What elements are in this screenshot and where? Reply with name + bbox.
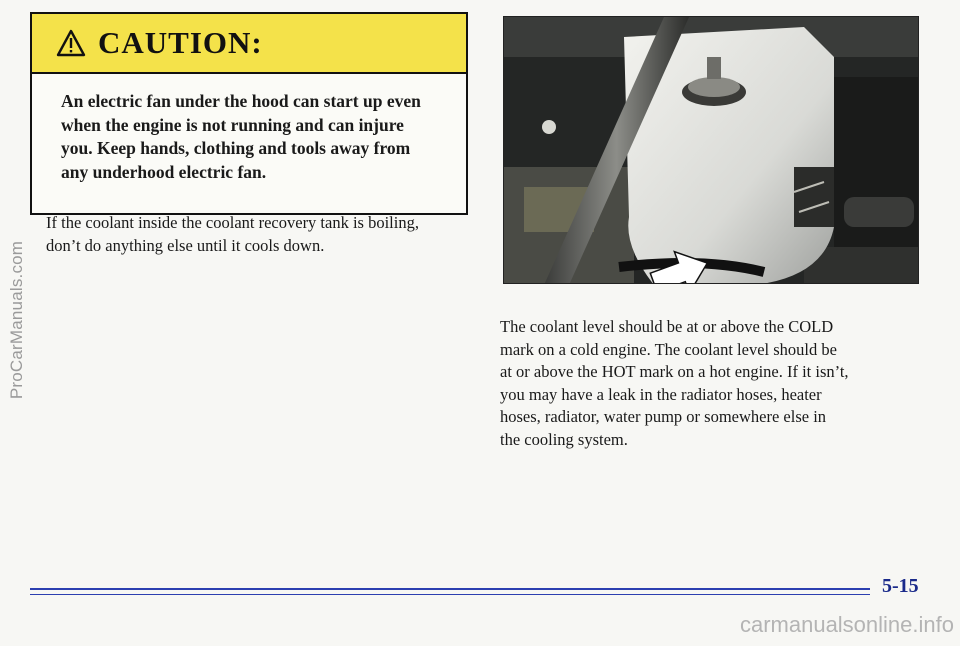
coolant-level-paragraph [500,316,910,451]
paragraph-line: If the coolant inside the coolant recovery tank is boiling, [46,213,419,232]
paragraph-line: you may have a leak in the radiator hoses, heater [500,384,822,404]
boiling-coolant-paragraph [46,212,478,257]
caution-title: CAUTION: [98,25,263,60]
paragraph-line: the cooling system. [500,429,628,449]
caution-line: any underhood electric fan. [61,161,267,182]
caution-box [30,12,468,215]
paragraph-line: at or above the HOT mark on a hot engine. If it isn’t, [500,362,849,381]
caution-header [32,14,466,74]
footer-watermark: carmanualsonline.info [739,612,954,637]
footer-rule [30,594,870,595]
page-number: 5-15 [882,575,919,597]
paragraph-line: don’t do anything else until it cools down. [46,235,325,255]
paragraph-line: mark on a cold engine. The coolant level should be [500,339,837,359]
footer-rule [30,588,870,590]
side-watermark [2,200,32,440]
caution-text [32,74,466,184]
side-watermark-text: ProCarManuals.com [7,240,26,400]
caution-line: you. Keep hands, clothing and tools away from [61,138,411,158]
paragraph-line: hoses, radiator, water pump or somewhere else in [500,407,827,426]
caution-line: An electric fan under the hood can start up even [61,91,421,111]
caution-line: when the engine is not running and can injure [61,114,404,135]
paragraph-line: The coolant level should be at or above the COLD [500,317,834,336]
warning-triangle-icon [56,29,86,57]
coolant-tank-photo [503,16,919,284]
